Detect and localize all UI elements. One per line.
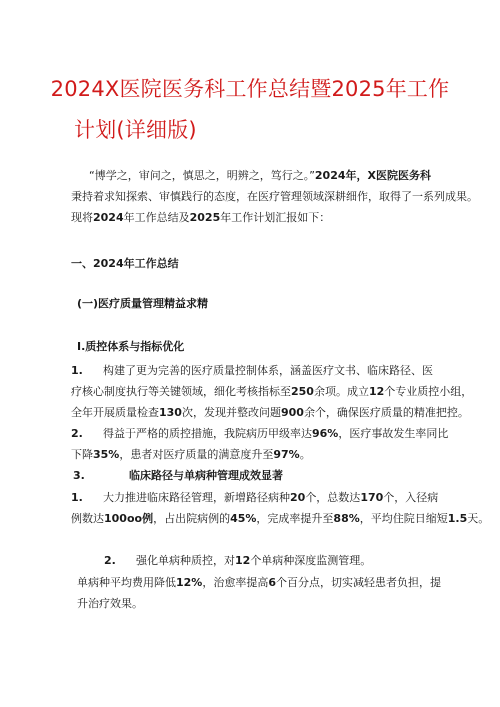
- item-3-heading: 3. 临床路径与单病种管理成效显著: [73, 469, 283, 482]
- item-2-line-2: 下降35%，患者对医疗质量的满意度升至97%。: [71, 448, 311, 461]
- intro-line-1: “博学之，审问之，慎思之，明辨之，笃行之。”2024年，X医院医务科: [89, 169, 432, 182]
- item-4-line-1: 1. 大力推进临床路径管理，新增路径病种20个，总数达170个，入径病: [71, 491, 439, 504]
- item-2-line-1: 2. 得益于严格的质控措施，我院病历甲级率达96%，医疗事故发生率同比: [71, 427, 449, 440]
- subsubsection-heading-1: I.质控体系与指标优化: [77, 340, 185, 353]
- item-5-line-1: 2. 强化单病种质控，对12个单病种深度监测管理。: [104, 554, 372, 567]
- intro-line-3: 现将2024年工作总结及2025年工作计划汇报如下：: [71, 211, 331, 224]
- section-heading-1: 一、2024年工作总结: [71, 257, 179, 270]
- doc-title-line1: 2024X医院医务科工作总结暨2025年工作: [50, 77, 450, 101]
- subsection-heading-1: (一)医疗质量管理精益求精: [77, 297, 209, 310]
- intro-line-2: 秉持着求知探索、审慎践行的态度，在医疗管理领域深耕细作，取得了一系列成果。: [71, 190, 478, 203]
- doc-title-line2: 计划(详细版): [74, 118, 197, 142]
- item-4-line-2: 例数达100oo例，占出院病例的45%，完成率提升至88%，平均住院日缩短1.5天。: [71, 512, 490, 525]
- item-1-line-3: 全年开展质量检查130次，发现并整改问题900余个，确保医疗质量的精准把控。: [71, 406, 469, 419]
- item-5-line-3: 升治疗效果。: [77, 597, 143, 610]
- item-1-line-1: 1. 构建了更为完善的医疗质量控制体系，涵盖医疗文书、临床路径、医: [71, 364, 433, 377]
- item-5-line-2: 单病种平均费用降低12%，治愈率提高6个百分点，切实减轻患者负担，提: [77, 576, 441, 589]
- item-1-line-2: 疗核心制度执行等关键领域，细化考核指标至250余项。成立12个专业质控小组，: [71, 385, 473, 398]
